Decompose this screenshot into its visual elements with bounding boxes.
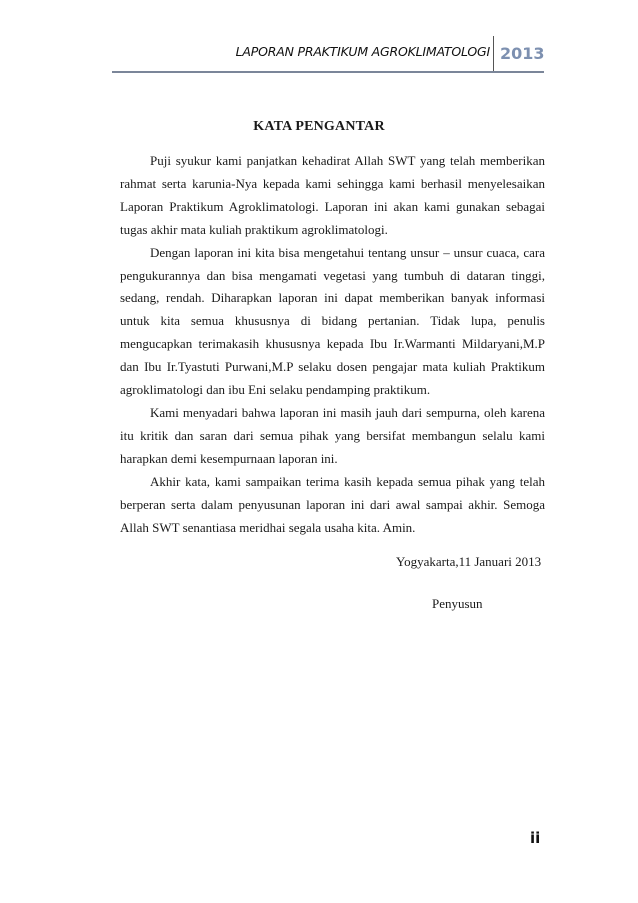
- document-body: [120, 150, 545, 539]
- closing-author: Penyusun: [432, 596, 483, 611]
- paragraph: Dengan laporan ini kita bisa mengetahui tentang unsur – unsur cuaca, cara pengukurannya dan bisa mengamati vegetasi yang tumbuh di dataran tinggi, sedang, rendah. Diharapkan laporan ini dapat memberikan banyak informasi untuk kita semua khususnya di bidang pertanian. Tidak lupa, penulis mengucapkan terimakasih khususnya kepada Ibu Ir.Warmanti Mildaryani,M.P dan Ibu Ir.Tyastuti Purwani,M.P selaku dosen pengajar mata kuliah Praktikum agroklimatologi dan ibu Eni selaku pendamping praktikum.: [120, 244, 545, 398]
- header-rule: [112, 71, 544, 73]
- header-title: LAPORAN PRAKTIKUM AGROKLIMATOLOGI: [235, 44, 490, 59]
- header-year: 2013: [500, 44, 545, 63]
- closing-place-date: Yogyakarta,11 Januari 2013: [396, 554, 542, 569]
- paragraph: Akhir kata, kami sampaikan terima kasih kepada semua pihak yang telah berperan serta dalam penyusunan laporan ini dari awal sampai akhir. Semoga Allah SWT senantiasa meridhai segala usaha kita. Amin.: [120, 473, 545, 535]
- paragraph: Puji syukur kami panjatkan kehadirat Allah SWT yang telah memberikan rahmat serta karunia-Nya kepada kami sehingga kami berhasil menyelesaikan Laporan Praktikum Agroklimatologi. Laporan ini akan kami gunakan sebagai tugas akhir mata kuliah praktikum agroklimatologi.: [120, 153, 545, 237]
- header-divider: [493, 36, 494, 72]
- paragraph: Kami menyadari bahwa laporan ini masih jauh dari sempurna, oleh karena itu kritik dan saran dari semua pihak yang bersifat membangun selalu kami harapkan demi kesempurnaan laporan ini.: [120, 404, 545, 466]
- page-number: ii: [530, 829, 541, 847]
- page-title: KATA PENGANTAR: [253, 119, 385, 134]
